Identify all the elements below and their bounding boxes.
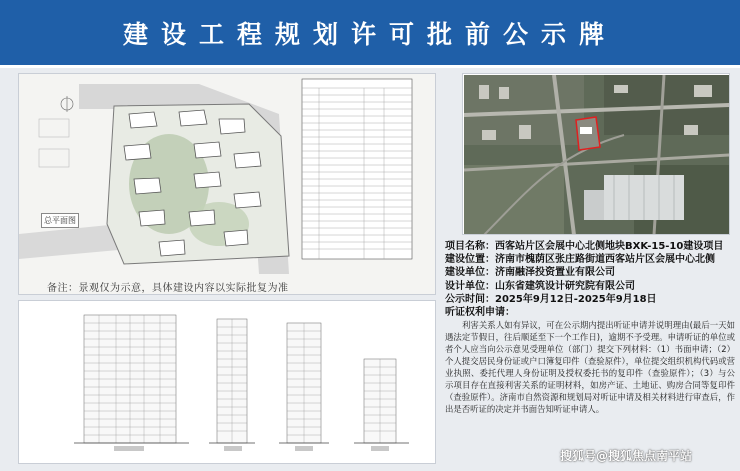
info-key: 设计单位： xyxy=(445,280,495,292)
aerial-map-panel xyxy=(462,73,730,235)
hearing-body: 利害关系人如有异议，可在公示期内提出听证申请并说明理由(最后一天如遇法定节假日，往后顺延至下一个工作日)，逾期不予受理。申请听证的单位或者个人应当向公示意见受理单位（部门）提交下列材料：（1）书面申请；（2）个人提交居民身份证或户口簿复印件（查验原件），单位提交组织机构代码或营业执照、委托代理人身份证明及授权委托书的复印件（查验原件）；（3）与公示项目存在直接利害关系的证明材料，如房产证、土地证、购房合同等复印件（查验原件）。济南市自然资源和规划局对听证申请及相关材料进行审查后，作出是否听证的决定并书面告知听证申请人。 xyxy=(445,320,735,415)
hearing-heading: 听证权利申请： xyxy=(445,307,515,319)
site-plan-note: 备注：景观仅为示意，具体建设内容以实际批复为准 xyxy=(47,283,289,294)
info-row-location xyxy=(445,253,737,266)
info-value: 西客站片区会展中心北侧地块BXK-15-10建设项目 xyxy=(495,241,724,252)
info-value: 2025年9月12日-2025年9月18日 xyxy=(495,293,657,305)
title-bar xyxy=(0,0,740,68)
info-value: 济南融泽投资置业有限公司 xyxy=(495,267,615,279)
site-plan-drawing xyxy=(19,74,436,295)
site-plan-legend-label: 总平面图 xyxy=(41,213,79,228)
info-value: 济南市槐荫区张庄路街道西客站片区会展中心北侧 xyxy=(495,254,715,266)
info-row-designer xyxy=(445,280,737,293)
page-title: 建设工程规划许可批前公示牌 xyxy=(122,19,617,49)
info-row-project-name xyxy=(445,240,737,253)
info-key: 公示时间： xyxy=(445,293,495,305)
site-plan-panel xyxy=(18,73,436,295)
info-key: 建设单位： xyxy=(445,267,495,279)
watermark: 搜狐号@搜狐焦点南平站 xyxy=(560,449,693,463)
info-key: 项目名称： xyxy=(445,241,495,252)
project-info-block xyxy=(445,240,737,415)
info-key: 建设位置： xyxy=(445,254,495,266)
info-row-publicity-period xyxy=(445,293,737,306)
info-value: 山东省建筑设计研究院有限公司 xyxy=(495,280,635,292)
aerial-map-image xyxy=(464,75,730,235)
elevation-drawings xyxy=(19,301,436,464)
info-row-developer xyxy=(445,266,737,279)
elevation-drawings-panel xyxy=(18,300,436,464)
